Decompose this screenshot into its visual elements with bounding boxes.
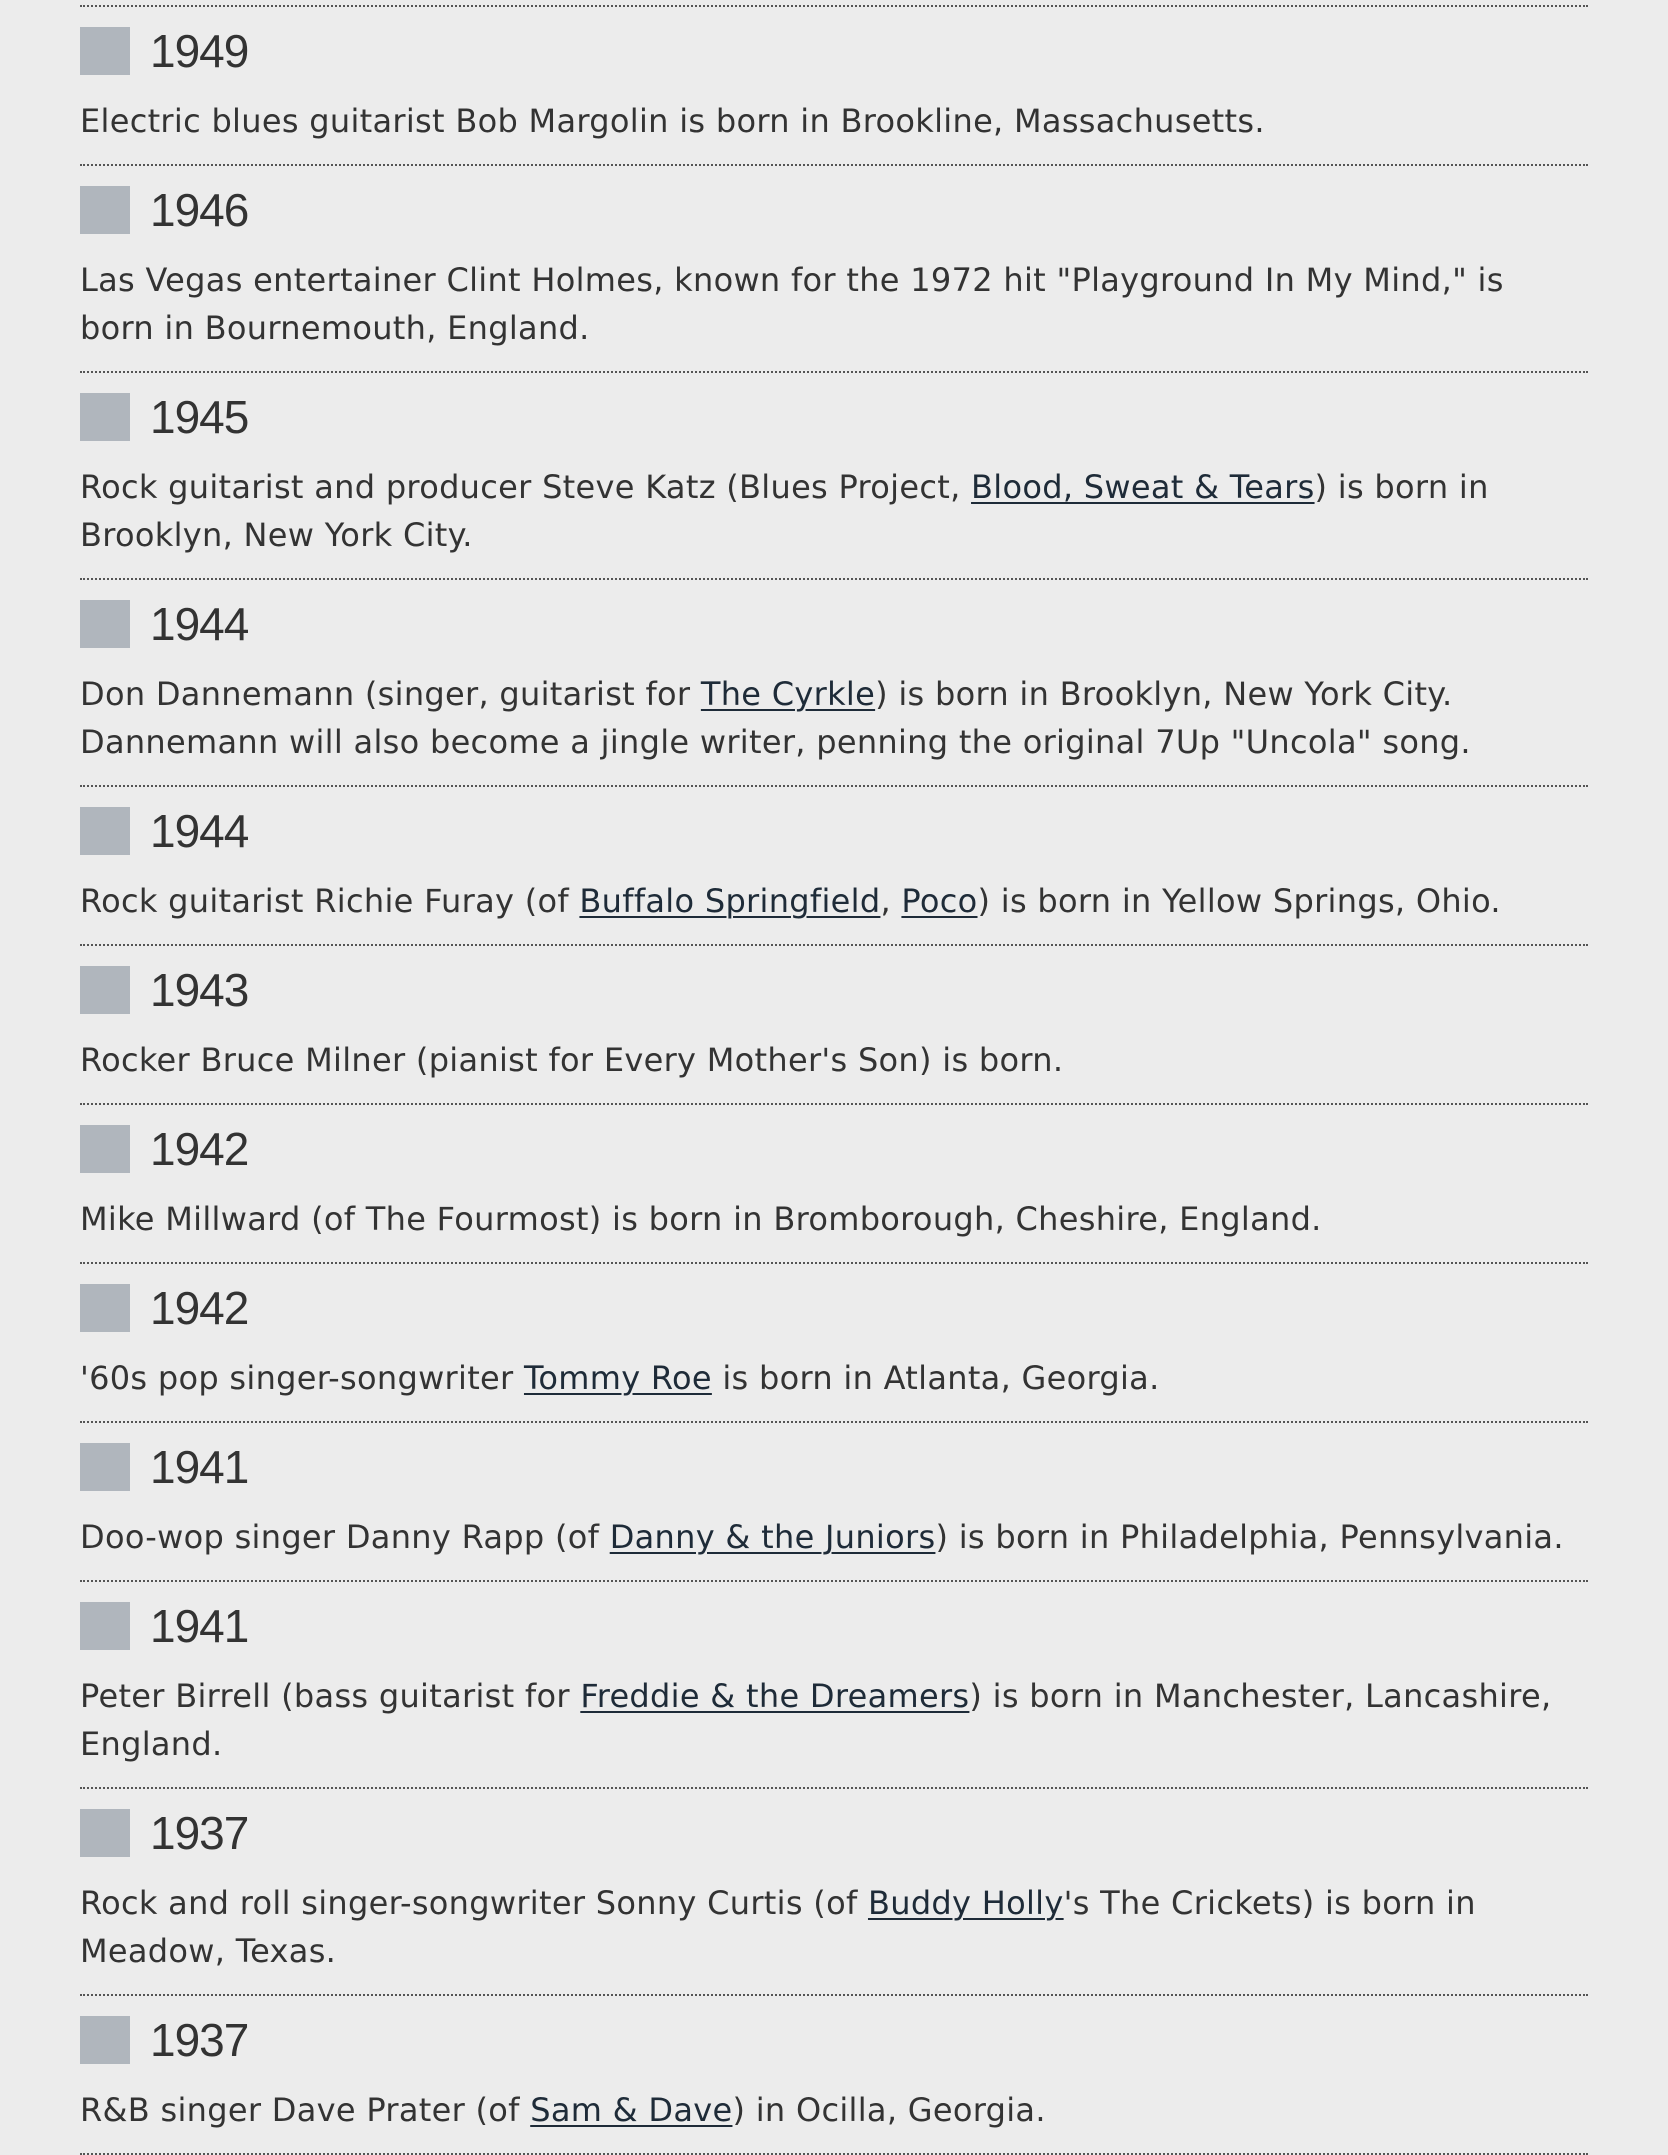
entry-text: Don Dannemann (singer, guitarist for The Cyrkle) is born in Brooklyn, New York City. Dannemann will also become a jingle writer, penning the original 7Up "Uncola" song. [80,675,1471,761]
timeline-entry [80,1264,1588,1423]
year-row [80,1284,1588,1332]
year-marker-icon [80,1809,130,1857]
entry-year: 1942 [150,1123,249,1175]
entry-text: Doo-wop singer Danny Rapp (of Danny & the Juniors) is born in Philadelphia, Pennsylvania. [80,1518,1564,1556]
artist-link[interactable]: Buddy Holly [867,1884,1064,1922]
year-marker-icon [80,2016,130,2064]
year-row [80,27,1588,75]
entry-year: 1944 [150,598,249,650]
year-marker-icon [80,600,130,648]
entry-text: Rock guitarist Richie Furay (of Buffalo Springfield, Poco) is born in Yellow Springs, Ohio. [80,882,1501,920]
year-marker-icon [80,1602,130,1650]
birthday-timeline-list [80,5,1588,2155]
entry-text: Mike Millward (of The Fourmost) is born in Bromborough, Cheshire, England. [80,1200,1322,1238]
entry-text: '60s pop singer-songwriter Tommy Roe is born in Atlanta, Georgia. [80,1359,1160,1397]
entry-text: Las Vegas entertainer Clint Holmes, known for the 1972 hit "Playground In My Mind," is born in Bournemouth, England. [80,261,1504,347]
year-row [80,1125,1588,1173]
year-marker-icon [80,27,130,75]
timeline-entry [80,1582,1588,1789]
entry-year: 1946 [150,184,249,236]
artist-link[interactable]: Tommy Roe [523,1359,712,1397]
artist-link[interactable]: Sam & Dave [530,2091,733,2129]
entry-year: 1941 [150,1441,249,1493]
entry-text: Rock guitarist and producer Steve Katz (Blues Project, Blood, Sweat & Tears) is born in Brooklyn, New York City. [80,468,1489,554]
year-marker-icon [80,1284,130,1332]
artist-link[interactable]: Buffalo Springfield [579,882,881,920]
timeline-entry [80,1789,1588,1996]
timeline-entry [80,1105,1588,1264]
year-row [80,1443,1588,1491]
timeline-entry [80,166,1588,373]
year-row [80,807,1588,855]
year-row [80,966,1588,1014]
year-marker-icon [80,1443,130,1491]
timeline-entry [80,946,1588,1105]
year-marker-icon [80,1125,130,1173]
entry-text: Peter Birrell (bass guitarist for Freddie & the Dreamers) is born in Manchester, Lancashire, England. [80,1677,1552,1763]
timeline-entry [80,373,1588,580]
year-marker-icon [80,966,130,1014]
artist-link[interactable]: Blood, Sweat & Tears [971,468,1315,506]
year-row [80,1602,1588,1650]
artist-link[interactable]: The Cyrkle [700,675,876,713]
timeline-entry [80,580,1588,787]
year-row [80,2016,1588,2064]
entry-year: 1945 [150,391,249,443]
timeline-entry [80,7,1588,166]
timeline-entry [80,787,1588,946]
entry-text: Electric blues guitarist Bob Margolin is born in Brookline, Massachusetts. [80,102,1265,140]
entry-year: 1937 [150,2014,249,2066]
entry-year: 1937 [150,1807,249,1859]
entry-year: 1949 [150,25,249,77]
year-row [80,1809,1588,1857]
entry-year: 1941 [150,1600,249,1652]
year-row [80,600,1588,648]
year-marker-icon [80,393,130,441]
entry-year: 1944 [150,805,249,857]
artist-link[interactable]: Danny & the Juniors [609,1518,936,1556]
entry-year: 1942 [150,1282,249,1334]
year-row [80,186,1588,234]
entry-text: Rock and roll singer-songwriter Sonny Curtis (of Buddy Holly's The Crickets) is born in Meadow, Texas. [80,1884,1476,1970]
entry-text: R&B singer Dave Prater (of Sam & Dave) in Ocilla, Georgia. [80,2091,1046,2129]
year-row [80,393,1588,441]
entry-year: 1943 [150,964,249,1016]
entry-text: Rocker Bruce Milner (pianist for Every Mother's Son) is born. [80,1041,1064,1079]
artist-link[interactable]: Freddie & the Dreamers [580,1677,970,1715]
timeline-entry [80,1423,1588,1582]
timeline-entry [80,1996,1588,2155]
artist-link[interactable]: Poco [901,882,978,920]
year-marker-icon [80,186,130,234]
year-marker-icon [80,807,130,855]
